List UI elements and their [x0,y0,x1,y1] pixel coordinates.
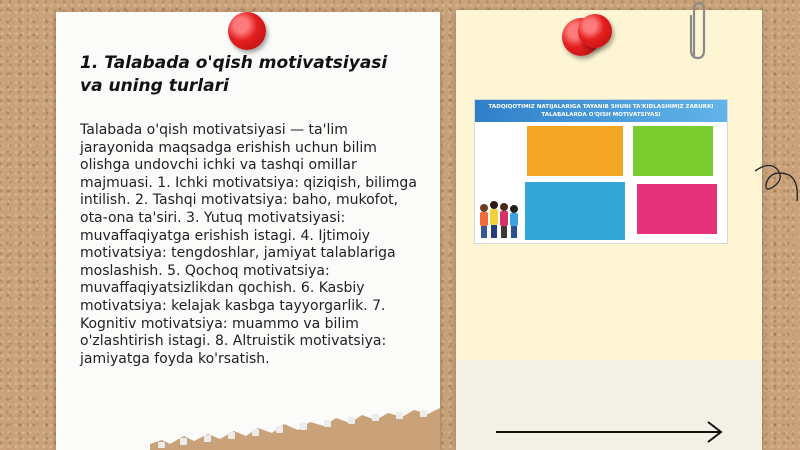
paper-clip-icon [686,0,712,64]
students-illustration-icon [477,196,523,240]
slide-box-orange [527,126,623,176]
torn-paper-edge [150,404,440,450]
card-body-text: Talabada o'qish motivatsiyasi — ta'lim jarayonida maqsadga erishish uchun bilim olishga undovchi ichki va tashqi omillar majmuasi. 1. Ichki motivatsiya: qiziqish, bilimga intilish. 2. Tashqi motivatsiya: baho, mukofot, ota-ona ta'siri. 3. Yutuq motivatsiyasi: muvaffaqiyatga erishish istagi. 4. Ijtimoiy motivatsiya: tengdoshlar, jamiyat talablariga moslashish. 5. Qochoq motivatsiya: muvaffaqiyatsizlikdan qochish. 6. Kasbiy motivatsiya: kelajak kasbga tayyorgarlik. 7. Kognitiv motivatsiya: muammo va bilim o'zlashtirish istagi. 8. Altruistik motivatsiya: jamiyatga foyda ko'rsatish. [80,122,417,367]
string-curl-icon [755,155,800,205]
slide-box-pink [637,184,717,234]
arrow-right-icon [494,420,726,444]
push-pin-icon [578,14,612,48]
slide-header: TADQIQOTIMIZ NATIJALARIGA TAYANIB SHUNI TA'KIDLASHIMIZ ZARURKI TALABALARDA O'QISH MOTIVATSIYASI [475,100,727,122]
push-pin-icon [228,12,266,50]
slide-box-green [633,126,713,176]
slide-box-blue [525,182,625,240]
slide-image [474,99,728,244]
card-title: 1. Talabada o'qish motivatsiyasi va uning turlari [80,53,388,96]
